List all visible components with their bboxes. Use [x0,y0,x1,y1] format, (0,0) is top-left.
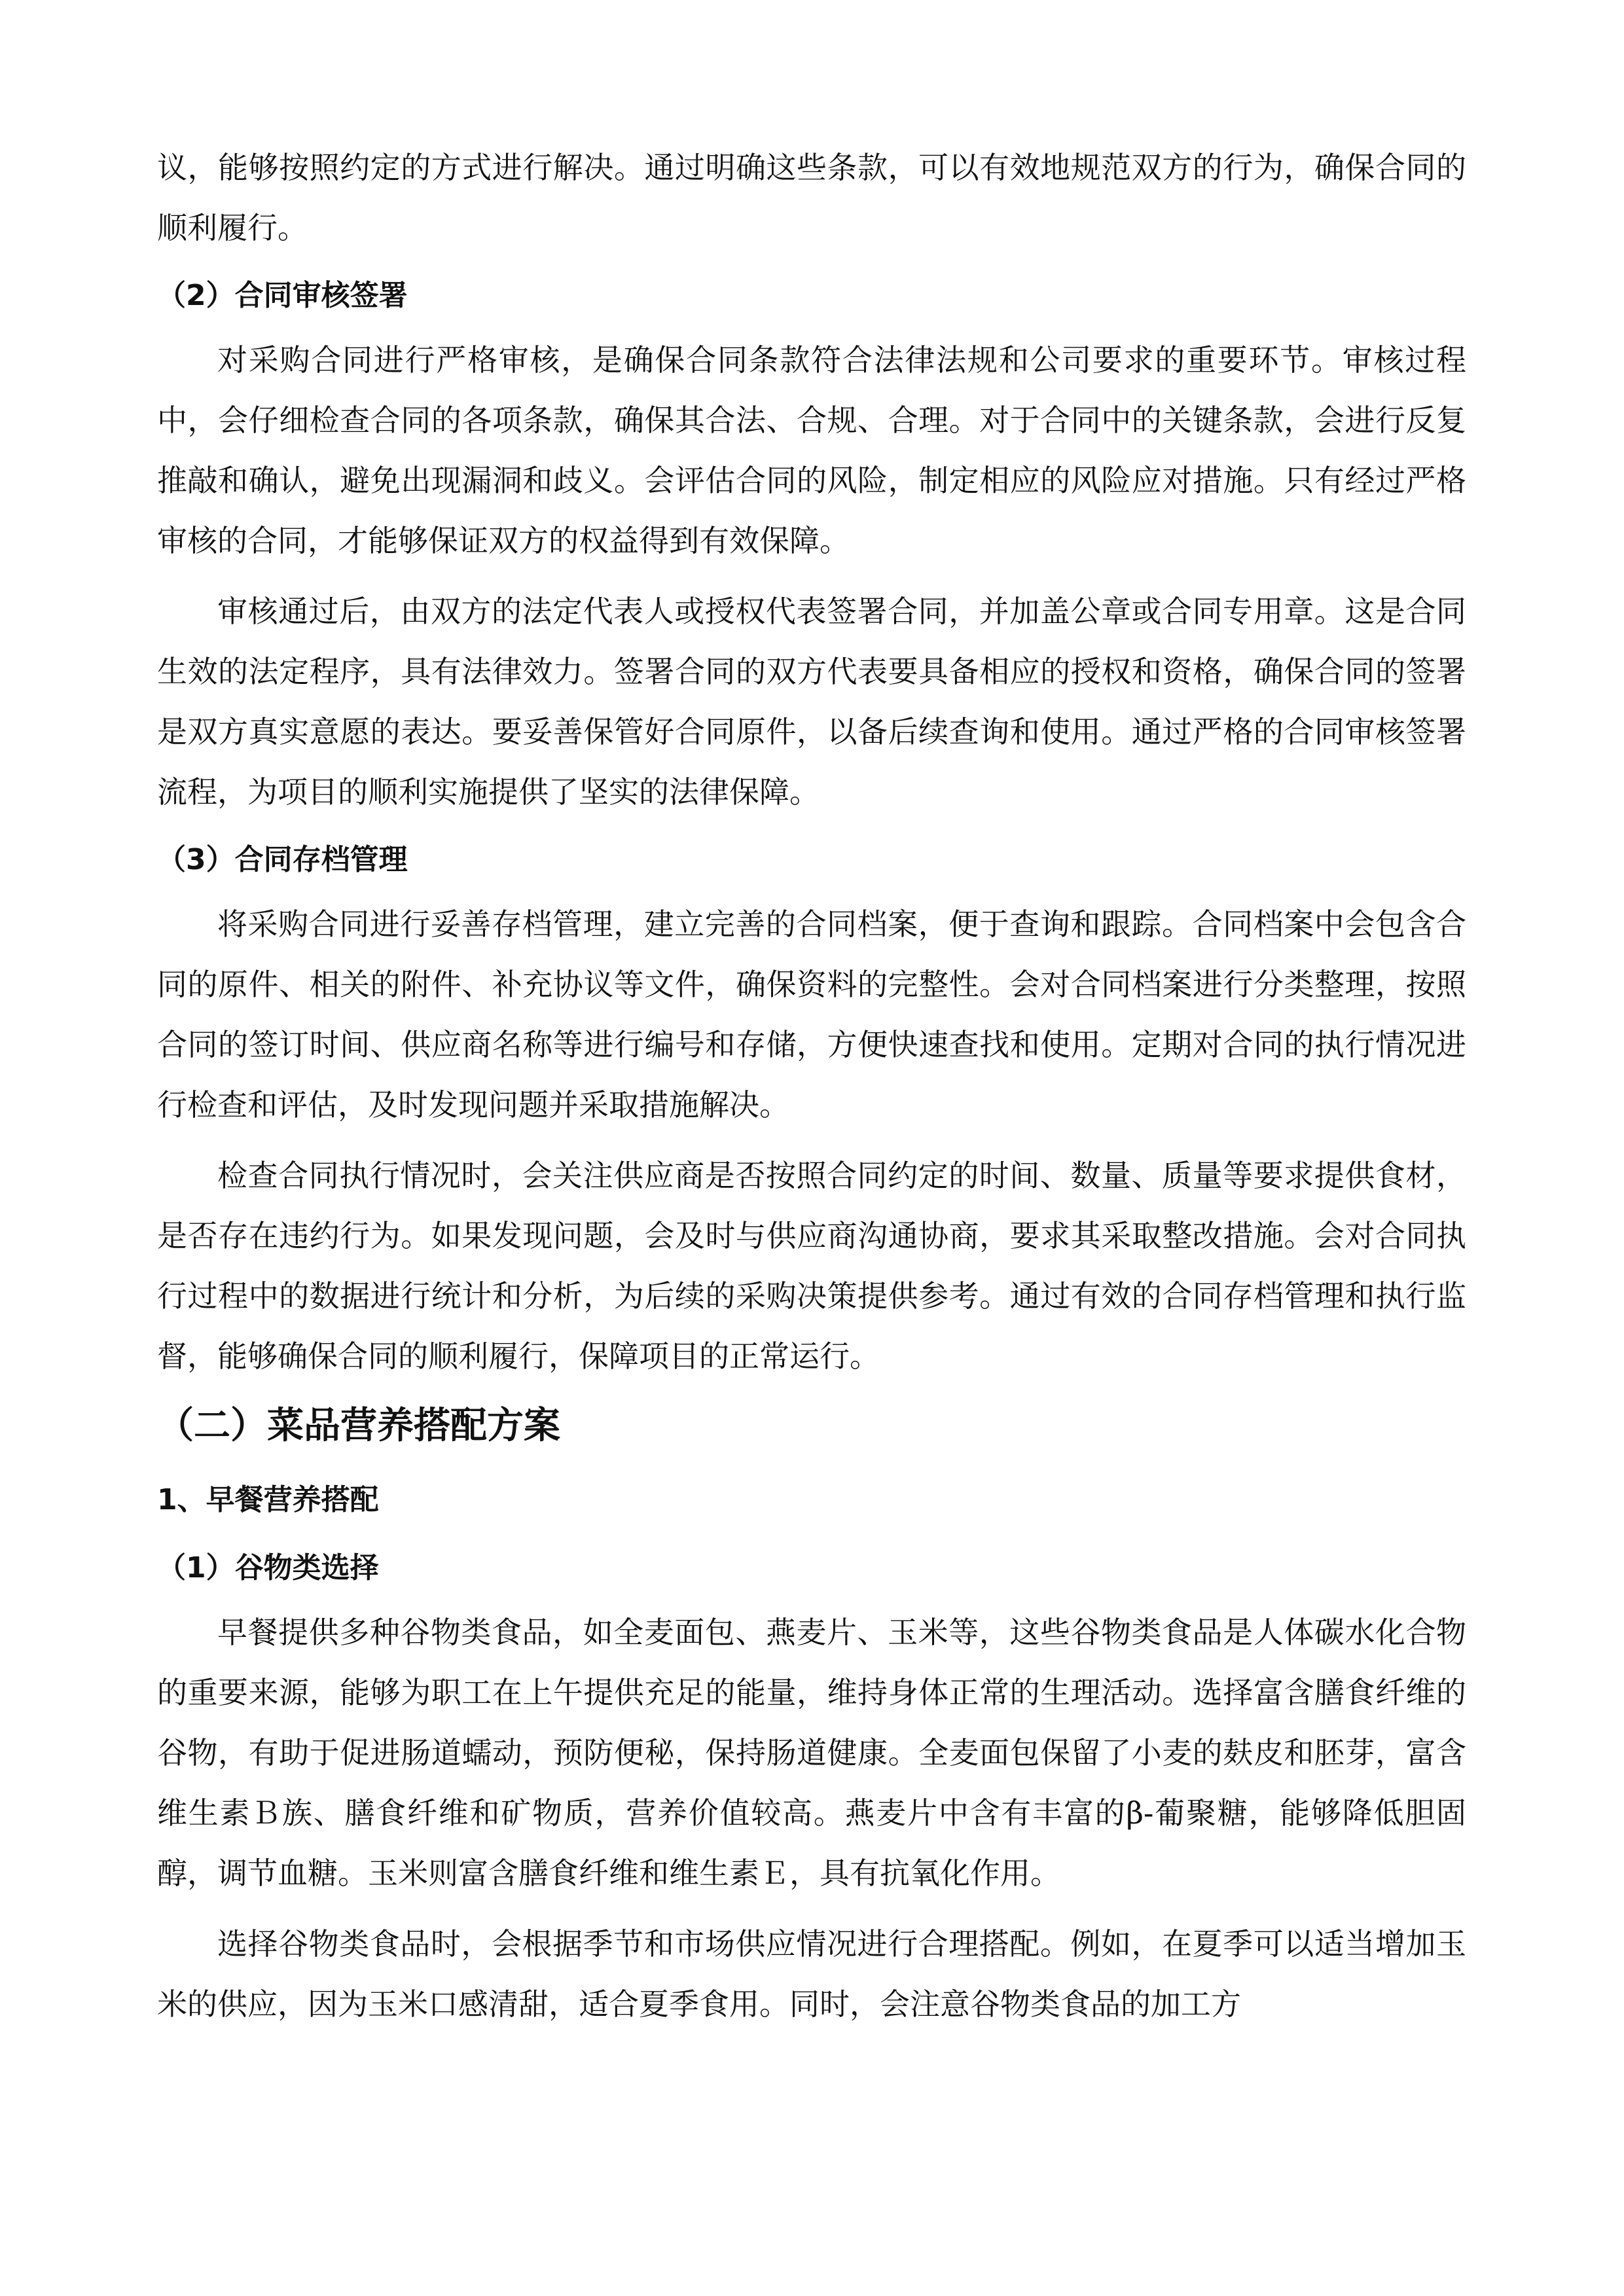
document-page [157,137,1466,2034]
paragraph-archive-2: 检查合同执行情况时，会关注供应商是否按照合同约定的时间、数量、质量等要求提供食材，是否存在违约行为。如果发现问题，会及时与供应商沟通协商，要求其采取整改措施。会对合同执行过程中的数据进行统计和分析，为后续的采购决策提供参考。通过有效的合同存档管理和执行监督，能够确保合同的顺利履行，保障项目的正常运行。 [157,1158,1466,1374]
paragraph-review-2: 审核通过后，由双方的法定代表人或授权代表签署合同，并加盖公章或合同专用章。这是合同生效的法定程序，具有法律效力。签署合同的双方代表要具备相应的授权和资格，确保合同的签署是双方真实意愿的表达。要妥善保管好合同原件，以备后续查询和使用。通过严格的合同审核签署流程，为项目的顺利实施提供了坚实的法律保障。 [157,594,1466,810]
paragraph-archive-1: 将采购合同进行妥善存档管理，建立完善的合同档案，便于查询和跟踪。合同档案中会包含合同的原件、相关的附件、补充协议等文件，确保资料的完整性。会对合同档案进行分类整理，按照合同的签订时间、供应商名称等进行编号和存储，方便快速查找和使用。定期对合同的执行情况进行检查和评估，及时发现问题并采取措施解决。 [157,906,1466,1122]
heading-breakfast: 1、早餐营养搭配 [157,1483,379,1516]
paragraph-review-1: 对采购合同进行严格审核，是确保合同条款符合法律法规和公司要求的重要环节。审核过程中，会仔细检查合同的各项条款，确保其合法、合规、合理。对于合同中的关键条款，会进行反复推敲和确认，避免出现漏洞和歧义。会评估合同的风险，制定相应的风险应对措施。只有经过严格审核的合同，才能够保证双方的权益得到有效保障。 [157,342,1466,558]
heading-contract-archive: （3）合同存档管理 [157,843,408,876]
paragraph-grains-2: 选择谷物类食品时，会根据季节和市场供应情况进行合理搭配。例如，在夏季可以适当增加玉米的供应，因为玉米口感清甜，适合夏季食用。同时，会注意谷物类食品的加工方 [157,1926,1466,2022]
heading-contract-review: （2）合同审核签署 [157,279,408,312]
heading-grains: （1）谷物类选择 [157,1551,379,1585]
heading-nutrition-plan: （二）菜品营养搭配方案 [157,1405,560,1447]
paragraph-grains-1: 早餐提供多种谷物类食品，如全麦面包、燕麦片、玉米等，这些谷物类食品是人体碳水化合物的重要来源，能够为职工在上午提供充足的能量，维持身体正常的生理活动。选择富含膳食纤维的谷物，有助于促进肠道蠕动，预防便秘，保持肠道健康。全麦面包保留了小麦的麸皮和胚芽，富含维生素Ｂ族、膳食纤维和矿物质，营养价值较高。燕麦片中含有丰富的β-葡聚糖，能够降低胆固醇，调节血糖。玉米则富含膳食纤维和维生素Ｅ，具有抗氧化作用。 [157,1615,1466,1891]
paragraph-intro: 议，能够按照约定的方式进行解决。通过明确这些条款，可以有效地规范双方的行为，确保合同的顺利履行。 [157,150,1466,245]
